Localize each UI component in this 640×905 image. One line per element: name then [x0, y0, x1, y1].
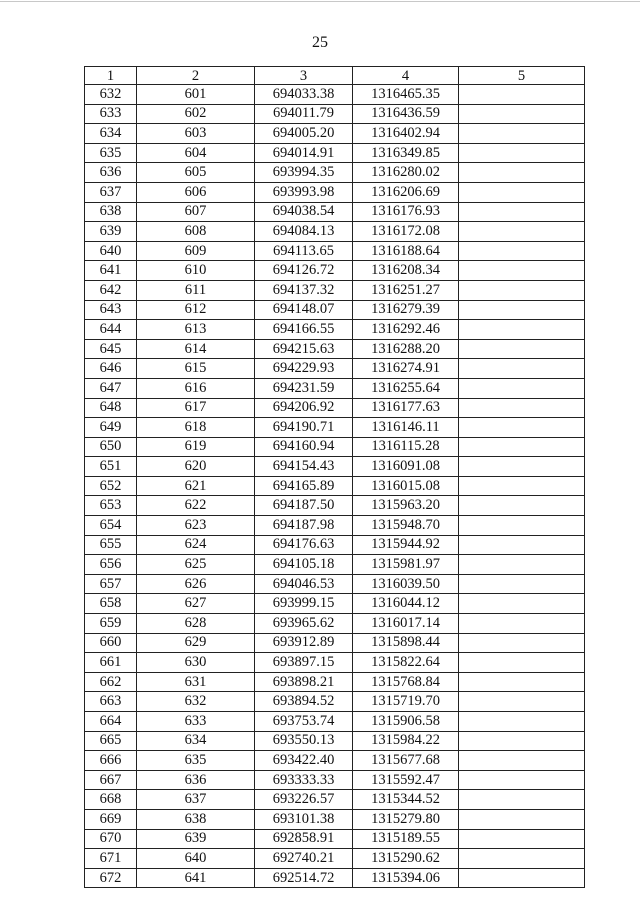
- note-cell: [459, 868, 585, 888]
- note-cell: [459, 202, 585, 222]
- table-row: [85, 790, 585, 810]
- y-coordinate-cell: 1315948.70: [353, 516, 459, 536]
- table-row: [85, 751, 585, 771]
- header-col-3: 3: [255, 67, 353, 85]
- note-cell: [459, 770, 585, 790]
- x-coordinate-cell: 694038.54: [255, 202, 353, 222]
- x-coordinate-cell: 694014.91: [255, 143, 353, 163]
- point-number-cell: 641: [85, 261, 137, 281]
- y-coordinate-cell: 1316146.11: [353, 418, 459, 438]
- x-coordinate-cell: 693894.52: [255, 692, 353, 712]
- table-row: [85, 300, 585, 320]
- x-coordinate-cell: 694160.94: [255, 437, 353, 457]
- vertex-number-cell: 611: [137, 280, 255, 300]
- x-coordinate-cell: 693965.62: [255, 614, 353, 634]
- table-row: [85, 653, 585, 673]
- y-coordinate-cell: 1316402.94: [353, 124, 459, 144]
- point-number-cell: 660: [85, 633, 137, 653]
- note-cell: [459, 476, 585, 496]
- table-row: [85, 672, 585, 692]
- y-coordinate-cell: 1315290.62: [353, 849, 459, 869]
- vertex-number-cell: 620: [137, 457, 255, 477]
- y-coordinate-cell: 1316044.12: [353, 594, 459, 614]
- point-number-cell: 655: [85, 535, 137, 555]
- table-row: [85, 633, 585, 653]
- note-cell: [459, 809, 585, 829]
- y-coordinate-cell: 1315394.06: [353, 868, 459, 888]
- table-row: [85, 241, 585, 261]
- y-coordinate-cell: 1316208.34: [353, 261, 459, 281]
- vertex-number-cell: 616: [137, 378, 255, 398]
- note-cell: [459, 535, 585, 555]
- note-cell: [459, 672, 585, 692]
- x-coordinate-cell: 692740.21: [255, 849, 353, 869]
- top-rule: [0, 1, 640, 2]
- point-number-cell: 645: [85, 339, 137, 359]
- x-coordinate-cell: 694166.55: [255, 320, 353, 340]
- table-row: [85, 124, 585, 144]
- y-coordinate-cell: 1316465.35: [353, 85, 459, 105]
- table-row: [85, 731, 585, 751]
- table-row: [85, 339, 585, 359]
- x-coordinate-cell: 693226.57: [255, 790, 353, 810]
- note-cell: [459, 143, 585, 163]
- vertex-number-cell: 613: [137, 320, 255, 340]
- point-number-cell: 643: [85, 300, 137, 320]
- point-number-cell: 667: [85, 770, 137, 790]
- y-coordinate-cell: 1316274.91: [353, 359, 459, 379]
- vertex-number-cell: 603: [137, 124, 255, 144]
- note-cell: [459, 496, 585, 516]
- x-coordinate-cell: 693994.35: [255, 163, 353, 183]
- header-col-1: 1: [85, 67, 137, 85]
- y-coordinate-cell: 1315984.22: [353, 731, 459, 751]
- table-row: [85, 594, 585, 614]
- x-coordinate-cell: 693897.15: [255, 653, 353, 673]
- header-col-5: 5: [459, 67, 585, 85]
- point-number-cell: 664: [85, 712, 137, 732]
- point-number-cell: 636: [85, 163, 137, 183]
- point-number-cell: 653: [85, 496, 137, 516]
- point-number-cell: 670: [85, 829, 137, 849]
- y-coordinate-cell: 1316292.46: [353, 320, 459, 340]
- y-coordinate-cell: 1315189.55: [353, 829, 459, 849]
- note-cell: [459, 124, 585, 144]
- point-number-cell: 659: [85, 614, 137, 634]
- vertex-number-cell: 630: [137, 653, 255, 673]
- table-row: [85, 692, 585, 712]
- vertex-number-cell: 639: [137, 829, 255, 849]
- y-coordinate-cell: 1316039.50: [353, 574, 459, 594]
- vertex-number-cell: 624: [137, 535, 255, 555]
- table-row: [85, 182, 585, 202]
- note-cell: [459, 398, 585, 418]
- table-row: [85, 398, 585, 418]
- x-coordinate-cell: 694187.98: [255, 516, 353, 536]
- vertex-number-cell: 636: [137, 770, 255, 790]
- x-coordinate-cell: 693898.21: [255, 672, 353, 692]
- table-row: [85, 418, 585, 438]
- vertex-number-cell: 609: [137, 241, 255, 261]
- vertex-number-cell: 605: [137, 163, 255, 183]
- table-row: [85, 85, 585, 105]
- coordinates-table: [84, 66, 585, 888]
- vertex-number-cell: 621: [137, 476, 255, 496]
- point-number-cell: 646: [85, 359, 137, 379]
- page-number: 25: [312, 34, 328, 51]
- note-cell: [459, 633, 585, 653]
- x-coordinate-cell: 694011.79: [255, 104, 353, 124]
- point-number-cell: 648: [85, 398, 137, 418]
- table-row: [85, 163, 585, 183]
- header-col-2: 2: [137, 67, 255, 85]
- table-row: [85, 614, 585, 634]
- note-cell: [459, 829, 585, 849]
- header-row: [85, 67, 585, 85]
- y-coordinate-cell: 1316176.93: [353, 202, 459, 222]
- x-coordinate-cell: 693753.74: [255, 712, 353, 732]
- table-row: [85, 143, 585, 163]
- vertex-number-cell: 632: [137, 692, 255, 712]
- y-coordinate-cell: 1315279.80: [353, 809, 459, 829]
- y-coordinate-cell: 1316015.08: [353, 476, 459, 496]
- table-row: [85, 202, 585, 222]
- note-cell: [459, 516, 585, 536]
- table-row: [85, 809, 585, 829]
- note-cell: [459, 261, 585, 281]
- note-cell: [459, 692, 585, 712]
- point-number-cell: 662: [85, 672, 137, 692]
- x-coordinate-cell: 694165.89: [255, 476, 353, 496]
- note-cell: [459, 574, 585, 594]
- y-coordinate-cell: 1316017.14: [353, 614, 459, 634]
- note-cell: [459, 104, 585, 124]
- table-row: [85, 378, 585, 398]
- x-coordinate-cell: 694187.50: [255, 496, 353, 516]
- point-number-cell: 633: [85, 104, 137, 124]
- vertex-number-cell: 633: [137, 712, 255, 732]
- point-number-cell: 668: [85, 790, 137, 810]
- y-coordinate-cell: 1315822.64: [353, 653, 459, 673]
- vertex-number-cell: 607: [137, 202, 255, 222]
- vertex-number-cell: 610: [137, 261, 255, 281]
- note-cell: [459, 163, 585, 183]
- x-coordinate-cell: 693912.89: [255, 633, 353, 653]
- x-coordinate-cell: 694005.20: [255, 124, 353, 144]
- table-row: [85, 829, 585, 849]
- point-number-cell: 652: [85, 476, 137, 496]
- table-row: [85, 222, 585, 242]
- note-cell: [459, 300, 585, 320]
- vertex-number-cell: 617: [137, 398, 255, 418]
- point-number-cell: 656: [85, 555, 137, 575]
- point-number-cell: 634: [85, 124, 137, 144]
- x-coordinate-cell: 694113.65: [255, 241, 353, 261]
- table-row: [85, 320, 585, 340]
- y-coordinate-cell: 1315768.84: [353, 672, 459, 692]
- note-cell: [459, 359, 585, 379]
- point-number-cell: 663: [85, 692, 137, 712]
- vertex-number-cell: 637: [137, 790, 255, 810]
- x-coordinate-cell: 694148.07: [255, 300, 353, 320]
- note-cell: [459, 849, 585, 869]
- point-number-cell: 666: [85, 751, 137, 771]
- note-cell: [459, 378, 585, 398]
- note-cell: [459, 339, 585, 359]
- point-number-cell: 651: [85, 457, 137, 477]
- y-coordinate-cell: 1316436.59: [353, 104, 459, 124]
- x-coordinate-cell: 694033.38: [255, 85, 353, 105]
- x-coordinate-cell: 693101.38: [255, 809, 353, 829]
- y-coordinate-cell: 1315677.68: [353, 751, 459, 771]
- x-coordinate-cell: 694206.92: [255, 398, 353, 418]
- point-number-cell: 639: [85, 222, 137, 242]
- table-row: [85, 574, 585, 594]
- table-row: [85, 496, 585, 516]
- point-number-cell: 638: [85, 202, 137, 222]
- table-row: [85, 516, 585, 536]
- vertex-number-cell: 619: [137, 437, 255, 457]
- note-cell: [459, 241, 585, 261]
- x-coordinate-cell: 693550.13: [255, 731, 353, 751]
- note-cell: [459, 712, 585, 732]
- x-coordinate-cell: 692514.72: [255, 868, 353, 888]
- point-number-cell: 661: [85, 653, 137, 673]
- point-number-cell: 671: [85, 849, 137, 869]
- y-coordinate-cell: 1315906.58: [353, 712, 459, 732]
- point-number-cell: 654: [85, 516, 137, 536]
- vertex-number-cell: 638: [137, 809, 255, 829]
- vertex-number-cell: 625: [137, 555, 255, 575]
- x-coordinate-cell: 694229.93: [255, 359, 353, 379]
- note-cell: [459, 85, 585, 105]
- table-row: [85, 849, 585, 869]
- vertex-number-cell: 601: [137, 85, 255, 105]
- point-number-cell: 642: [85, 280, 137, 300]
- table-row: [85, 770, 585, 790]
- vertex-number-cell: 623: [137, 516, 255, 536]
- x-coordinate-cell: 694154.43: [255, 457, 353, 477]
- x-coordinate-cell: 694231.59: [255, 378, 353, 398]
- vertex-number-cell: 615: [137, 359, 255, 379]
- y-coordinate-cell: 1316206.69: [353, 182, 459, 202]
- vertex-number-cell: 629: [137, 633, 255, 653]
- vertex-number-cell: 628: [137, 614, 255, 634]
- point-number-cell: 650: [85, 437, 137, 457]
- y-coordinate-cell: 1315344.52: [353, 790, 459, 810]
- y-coordinate-cell: 1315981.97: [353, 555, 459, 575]
- point-number-cell: 632: [85, 85, 137, 105]
- table-header: [85, 67, 585, 85]
- x-coordinate-cell: 694137.32: [255, 280, 353, 300]
- x-coordinate-cell: 692858.91: [255, 829, 353, 849]
- note-cell: [459, 594, 585, 614]
- x-coordinate-cell: 694105.18: [255, 555, 353, 575]
- y-coordinate-cell: 1316251.27: [353, 280, 459, 300]
- x-coordinate-cell: 694126.72: [255, 261, 353, 281]
- table-body: [85, 85, 585, 888]
- y-coordinate-cell: 1316091.08: [353, 457, 459, 477]
- y-coordinate-cell: 1316177.63: [353, 398, 459, 418]
- table-row: [85, 476, 585, 496]
- coordinates-table-container: [84, 66, 585, 888]
- point-number-cell: 665: [85, 731, 137, 751]
- note-cell: [459, 731, 585, 751]
- vertex-number-cell: 612: [137, 300, 255, 320]
- y-coordinate-cell: 1315898.44: [353, 633, 459, 653]
- vertex-number-cell: 634: [137, 731, 255, 751]
- x-coordinate-cell: 694084.13: [255, 222, 353, 242]
- note-cell: [459, 418, 585, 438]
- vertex-number-cell: 627: [137, 594, 255, 614]
- y-coordinate-cell: 1315963.20: [353, 496, 459, 516]
- table-row: [85, 712, 585, 732]
- note-cell: [459, 751, 585, 771]
- vertex-number-cell: 631: [137, 672, 255, 692]
- x-coordinate-cell: 693333.33: [255, 770, 353, 790]
- table-row: [85, 280, 585, 300]
- vertex-number-cell: 618: [137, 418, 255, 438]
- table-row: [85, 555, 585, 575]
- note-cell: [459, 182, 585, 202]
- x-coordinate-cell: 694046.53: [255, 574, 353, 594]
- point-number-cell: 672: [85, 868, 137, 888]
- note-cell: [459, 653, 585, 673]
- x-coordinate-cell: 694190.71: [255, 418, 353, 438]
- table-row: [85, 261, 585, 281]
- x-coordinate-cell: 693993.98: [255, 182, 353, 202]
- x-coordinate-cell: 693999.15: [255, 594, 353, 614]
- vertex-number-cell: 626: [137, 574, 255, 594]
- table-row: [85, 868, 585, 888]
- y-coordinate-cell: 1316115.28: [353, 437, 459, 457]
- y-coordinate-cell: 1316188.64: [353, 241, 459, 261]
- point-number-cell: 640: [85, 241, 137, 261]
- note-cell: [459, 457, 585, 477]
- table-row: [85, 359, 585, 379]
- vertex-number-cell: 608: [137, 222, 255, 242]
- table-row: [85, 437, 585, 457]
- vertex-number-cell: 622: [137, 496, 255, 516]
- point-number-cell: 647: [85, 378, 137, 398]
- x-coordinate-cell: 694176.63: [255, 535, 353, 555]
- point-number-cell: 635: [85, 143, 137, 163]
- y-coordinate-cell: 1316255.64: [353, 378, 459, 398]
- y-coordinate-cell: 1315592.47: [353, 770, 459, 790]
- note-cell: [459, 280, 585, 300]
- table-row: [85, 457, 585, 477]
- y-coordinate-cell: 1316349.85: [353, 143, 459, 163]
- y-coordinate-cell: 1316288.20: [353, 339, 459, 359]
- point-number-cell: 658: [85, 594, 137, 614]
- vertex-number-cell: 635: [137, 751, 255, 771]
- x-coordinate-cell: 693422.40: [255, 751, 353, 771]
- y-coordinate-cell: 1316280.02: [353, 163, 459, 183]
- point-number-cell: 637: [85, 182, 137, 202]
- table-row: [85, 535, 585, 555]
- header-col-4: 4: [353, 67, 459, 85]
- point-number-cell: 657: [85, 574, 137, 594]
- x-coordinate-cell: 694215.63: [255, 339, 353, 359]
- vertex-number-cell: 604: [137, 143, 255, 163]
- vertex-number-cell: 602: [137, 104, 255, 124]
- vertex-number-cell: 614: [137, 339, 255, 359]
- y-coordinate-cell: 1316172.08: [353, 222, 459, 242]
- y-coordinate-cell: 1316279.39: [353, 300, 459, 320]
- note-cell: [459, 790, 585, 810]
- note-cell: [459, 437, 585, 457]
- vertex-number-cell: 640: [137, 849, 255, 869]
- note-cell: [459, 555, 585, 575]
- point-number-cell: 644: [85, 320, 137, 340]
- vertex-number-cell: 641: [137, 868, 255, 888]
- note-cell: [459, 614, 585, 634]
- point-number-cell: 669: [85, 809, 137, 829]
- y-coordinate-cell: 1315944.92: [353, 535, 459, 555]
- vertex-number-cell: 606: [137, 182, 255, 202]
- table-row: [85, 104, 585, 124]
- note-cell: [459, 320, 585, 340]
- point-number-cell: 649: [85, 418, 137, 438]
- note-cell: [459, 222, 585, 242]
- y-coordinate-cell: 1315719.70: [353, 692, 459, 712]
